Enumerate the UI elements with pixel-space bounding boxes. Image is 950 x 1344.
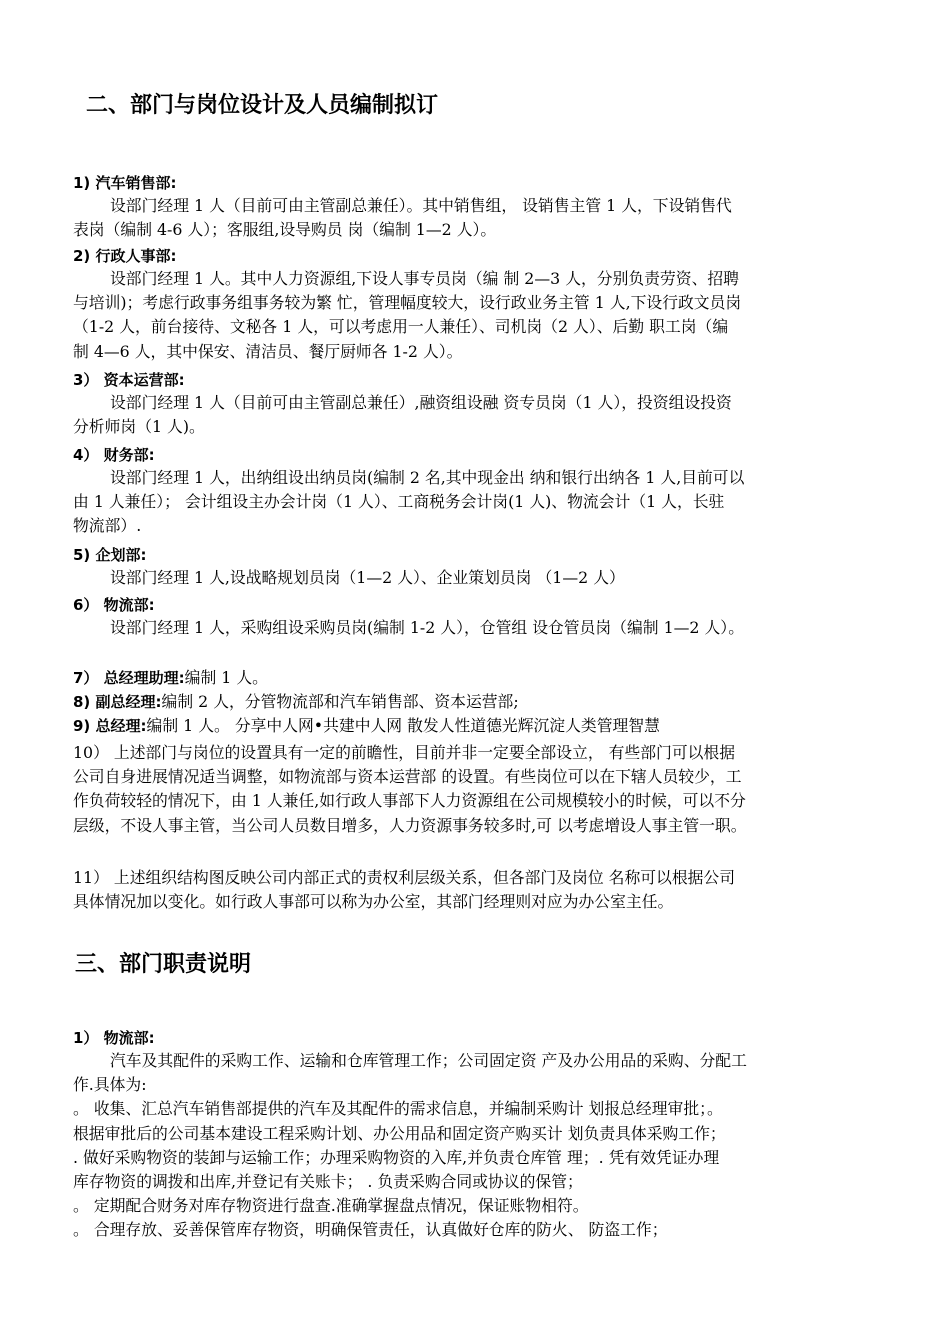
item-logistics-duties	[73, 1027, 903, 1243]
text-line: 11） 上述组织结构图反映公司内部正式的责权利层级关系，但各部门及岗位 名称可以根据公司	[73, 868, 736, 887]
text-line: 分析师岗（1 人)。	[73, 417, 205, 437]
item-label: 8) 副总经理:	[73, 693, 162, 712]
item-gm-assistant	[73, 666, 903, 690]
item-11-paragraph	[73, 866, 903, 914]
text-line: 公司自身进展情况适当调整，如物流部与资本运营部 的设置。有些岗位可以在下辖人员较少，工	[73, 767, 742, 787]
section-2-title: 二、部门与岗位设计及人员编制拟订	[86, 93, 439, 118]
text-line: 具体情况加以变化。如行政人事部可以称为办公室，其部门经理则对应为办公室主任。	[73, 892, 674, 912]
text-line: 表岗（编制 4-6 人）；客服组,设导购员 岗（编制 1—2 人）。	[73, 220, 497, 240]
text-line: 。 合理存放、妥善保管库存物资，明确保管责任，认真做好仓库的防火、 防盗工作；	[73, 1220, 668, 1240]
item-label: 9) 总经理:	[73, 717, 147, 736]
item-gm	[73, 714, 903, 738]
item-label: 7） 总经理助理:	[73, 669, 185, 687]
text-line: 设部门经理 1 人,设战略规划员岗（1—2 人）、企业策划员岗 （1—2 人）	[110, 568, 625, 587]
text-line: 。 定期配合财务对库存物资进行盘查.准确掌握盘点情况，保证账物相符。	[73, 1196, 589, 1216]
item-sales-dept	[73, 172, 903, 242]
text-line: 物流部）.	[73, 516, 142, 536]
text-line: 设部门经理 1 人，出纳组设出纳员岗(编制 2 名,其中现金出 纳和银行出纳各 1 人,目前可以	[110, 468, 745, 487]
section-3-title: 三、部门职责说明	[75, 952, 252, 977]
text-line: 根据审批后的公司基本建设工程采购计划、办公用品和固定资产购买计 划负责具体采购工作；	[73, 1123, 726, 1143]
items-7-to-9	[73, 666, 903, 739]
text-line: 设部门经理 1 人。其中人力资源组,下设人事专员岗（编 制 2—3 人，分别负责劳资、招聘	[110, 269, 739, 288]
text-line: 作负荷较轻的情况下，由 1 人兼任,如行政人事部下人力资源组在公司规模较小的时候，可以不分	[73, 791, 746, 811]
item-logistics-dept	[73, 594, 903, 640]
text-line: 设部门经理 1 人（目前可由主管副总兼任）,融资组设融 资专员岗（1 人），投资组设投资	[110, 393, 732, 412]
text-line: 由 1 人兼任）； 会计组设主办会计岗（1 人）、工商税务会计岗(1 人)、物流会计（1 人，长驻	[73, 492, 725, 512]
item-label: 1） 物流部:	[73, 1029, 155, 1047]
text-line: 10） 上述部门与岗位的设置具有一定的前瞻性，目前并非一定要全部设立， 有些部门可以根据	[73, 743, 736, 762]
text-line: 设部门经理 1 人，采购组设采购员岗(编制 1-2 人），仓管组 设仓管员岗（编制 1—2 人）。	[110, 618, 744, 637]
item-label: 4） 财务部:	[73, 446, 155, 464]
text-line: 作.具体为:	[73, 1075, 147, 1095]
text-line: 。 收集、汇总汽车销售部提供的汽车及其配件的需求信息，并编制采购计 划报总经理审批；。	[73, 1099, 723, 1119]
item-deputy-gm	[73, 690, 903, 714]
text-line: 层级，不设人事主管，当公司人员数目增多，人力资源事务较多时,可 以考虑增设人事主管一职。	[73, 815, 747, 835]
item-capital-ops-dept	[73, 369, 903, 439]
text-line: 库存物资的调拨和出库,并登记有关账卡； . 负责采购合同或协议的保管；	[73, 1171, 583, 1191]
text-line: . 做好采购物资的装卸与运输工作；办理采购物资的入库,并负责仓库管 理；. 凭有效凭证办理	[73, 1147, 720, 1167]
item-10-paragraph	[73, 741, 903, 838]
text-line: 汽车及其配件的采购工作、运输和仓库管理工作；公司固定资 产及办公用品的采购、分配工	[110, 1051, 747, 1070]
item-label: 1) 汽车销售部:	[73, 174, 177, 192]
item-label: 5) 企划部:	[73, 546, 147, 564]
item-planning-dept	[73, 544, 903, 590]
item-admin-hr-dept	[73, 245, 903, 364]
text-line: 设部门经理 1 人（目前可由主管副总兼任）。其中销售组， 设销售主管 1 人，下设销售代	[110, 196, 732, 215]
item-finance-dept	[73, 444, 903, 539]
text-line: 与培训)；考虑行政事务组事务较为繁 忙，管理幅度较大，设行政业务主管 1 人,下设行政文员岗	[73, 293, 742, 313]
item-text: 编制 1 人。	[184, 668, 268, 687]
text-line: （1-2 人，前台接待、文秘各 1 人，可以考虑用一人兼任）、司机岗（2 人）、后勤 职工岗（编	[73, 317, 729, 337]
text-line: 制 4—6 人，其中保安、清洁员、餐厅厨师各 1-2 人）。	[73, 341, 463, 361]
item-text: 编制 2 人，分管物流部和汽车销售部、资本运营部;	[161, 692, 519, 712]
item-label: 3） 资本运营部:	[73, 371, 185, 389]
item-text: 编制 1 人。 分享中人网•共建中人网 散发人性道德光辉沉淀人类管理智慧	[146, 716, 660, 736]
item-label: 6） 物流部:	[73, 596, 155, 614]
item-label: 2) 行政人事部:	[73, 247, 177, 265]
